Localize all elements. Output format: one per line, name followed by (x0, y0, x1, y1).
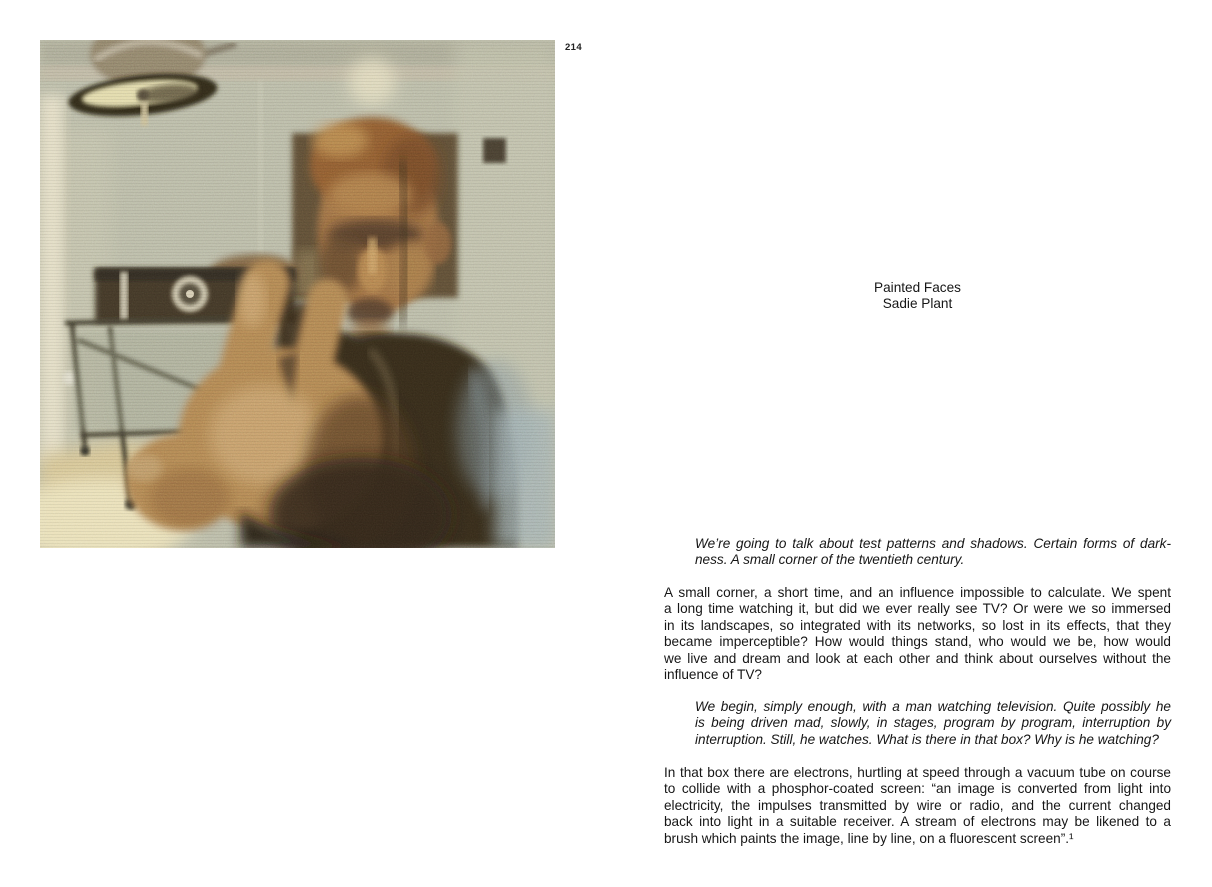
film-still-figure (40, 40, 555, 548)
article-title-block (664, 280, 1171, 313)
text-line: is being driven mad, slowly, in stages, program by program, interruption by (695, 715, 1171, 731)
text-line: brush which paints the image, line by line, on a fluorescent screen”.¹ (664, 830, 1074, 846)
text-line: electricity, the impulses transmitted by wire or radio, and the current changed (664, 797, 1171, 813)
text-line: A small corner, a short time, and an influence impossible to calculate. We spent (664, 585, 1171, 600)
text-line: influence of TV? (664, 667, 762, 683)
article-author: Sadie Plant (882, 296, 953, 312)
text-line: we live and dream and look at each other and think about ourselves without the (664, 650, 1171, 666)
article-title: Painted Faces (874, 280, 961, 295)
epigraph-quote-1 (695, 536, 1171, 569)
text-line: back into light in a suitable receiver. A stream of electrons may be likened to a (664, 814, 1171, 830)
page-number: 214 (565, 42, 583, 53)
text-line: interruption. Still, he watches. What is there in that box? Why is he watching? (695, 731, 1159, 747)
text-line: to collide with a phosphor-coated screen: “an image is converted from light into (664, 781, 1171, 797)
text-line: a long time watching it, but did we ever really see TV? Or were we so immersed (664, 601, 1171, 617)
text-line: ness. A small corner of the twentieth century. (695, 552, 965, 568)
grain-overlay-soft (40, 40, 555, 548)
text-line: We’re going to talk about test patterns and shadows. Certain forms of dark- (695, 536, 1171, 551)
text-line: In that box there are electrons, hurtling at speed through a vacuum tube on course (664, 765, 1171, 780)
film-still-image (40, 40, 555, 548)
body-paragraph-2 (664, 765, 1171, 847)
text-line: in its landscapes, so integrated with its networks, so lost in its effects, that they (664, 617, 1171, 633)
text-line: We begin, simply enough, with a man watching television. Quite possibly he (695, 699, 1171, 714)
epigraph-quote-2 (695, 699, 1171, 748)
body-paragraph-1 (664, 585, 1171, 683)
text-line: became imperceptible? How would things stand, who would we be, how would (664, 634, 1171, 650)
